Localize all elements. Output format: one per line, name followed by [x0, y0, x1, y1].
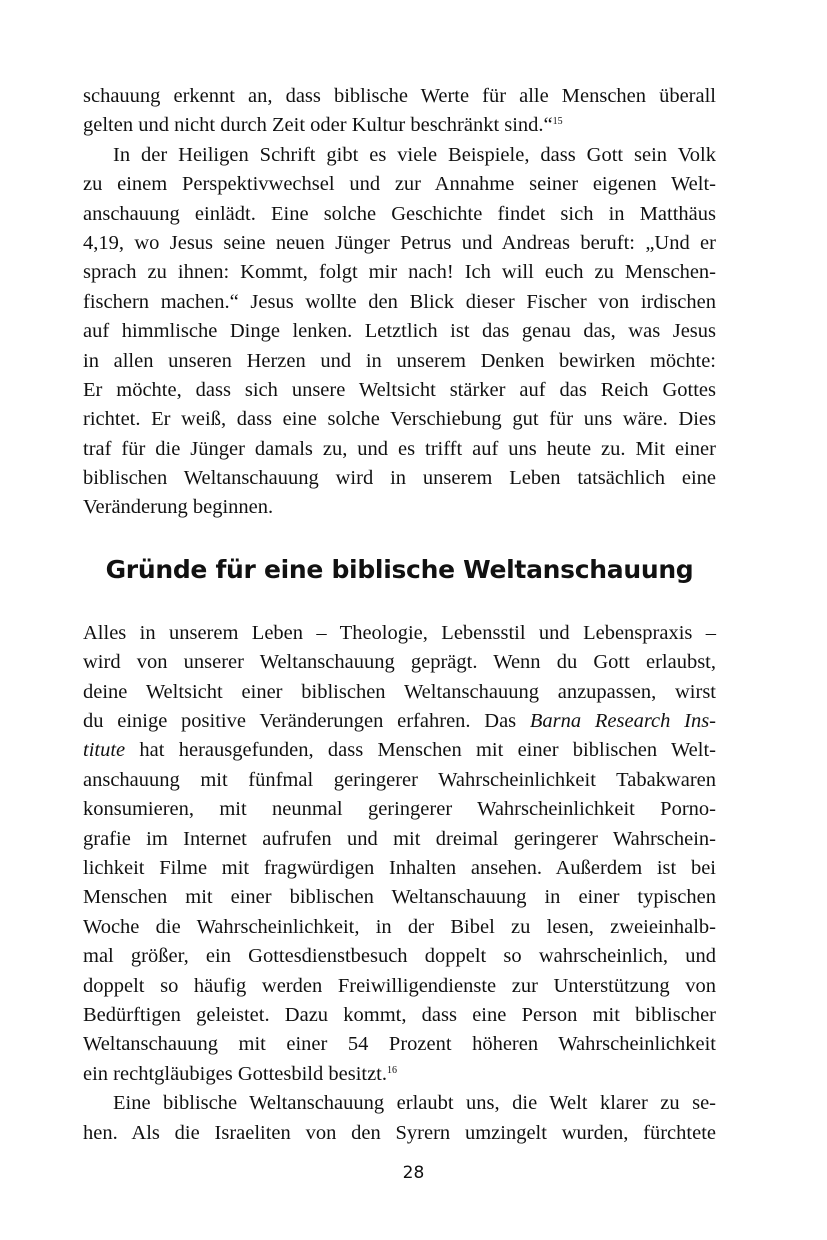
footnote-marker: 15 — [552, 116, 563, 128]
footnote-marker: 16 — [387, 1064, 398, 1076]
text-line: Veränderung beginnen. — [83, 496, 274, 519]
text-line: biblischen Weltanschauung wird in unserem Leben tatsächlich eine — [83, 467, 716, 490]
text-segment: hat herausgefunden, dass Menschen mit einer biblischen Welt- — [125, 739, 716, 762]
text-line: In der Heiligen Schrift gibt es viele Beispiele, dass Gott sein Volk — [113, 143, 716, 166]
text-line — [83, 736, 716, 765]
text-line: Eine biblische Weltanschauung erlaubt uns, die Welt klarer zu se- — [113, 1092, 716, 1115]
text-line: Weltanschauung mit einer 54 Prozent höheren Wahrscheinlichkeit — [83, 1033, 716, 1056]
paragraph-2 — [83, 141, 716, 523]
paragraph-1 — [83, 82, 716, 141]
text-line: in allen unseren Herzen und in unserem Denken bewirken möchte: — [83, 349, 716, 372]
text-line: wird von unserer Weltanschauung geprägt. Wenn du Gott erlaubst, — [83, 651, 716, 674]
paragraph-3 — [83, 619, 716, 1089]
text-line: anschauung mit fünfmal geringerer Wahrscheinlichkeit Tabakwaren — [83, 768, 716, 791]
text-line — [83, 111, 716, 140]
text-line: lichkeit Filme mit fragwürdigen Inhalten ansehen. Außerdem ist bei — [83, 856, 716, 879]
text-line: zu einem Perspektivwechsel und zur Annahme seiner eigenen Welt- — [83, 173, 716, 196]
text-line: richtet. Er weiß, dass eine solche Verschiebung gut für uns wäre. Dies — [83, 408, 716, 431]
text-line: konsumieren, mit neunmal geringerer Wahrscheinlichkeit Porno- — [83, 798, 716, 821]
text-line: fischern machen.“ Jesus wollte den Blick dieser Fischer von irdischen — [83, 290, 716, 313]
text-line: anschauung einlädt. Eine solche Geschichte findet sich in Matthäus — [83, 202, 716, 225]
text-line: deine Weltsicht einer biblischen Weltanschauung anzupassen, wirst — [83, 680, 716, 703]
text-line: Bedürftigen geleistet. Dazu kommt, dass eine Person mit biblischer — [83, 1003, 716, 1026]
text-line: auf himmlische Dinge lenken. Letztlich ist das genau das, was Jesus — [83, 320, 716, 343]
text-segment: du einige positive Veränderungen erfahren. Das — [83, 710, 530, 733]
text-line: schauung erkennt an, dass biblische Werte für alle Menschen überall — [83, 85, 716, 107]
text-line: mal größer, ein Gottesdienstbesuch doppelt so wahrscheinlich, und — [83, 945, 716, 968]
text-line-content: ein rechtgläubiges Gottesbild besitzt. — [83, 1062, 388, 1085]
text-line: Woche die Wahrscheinlichkeit, in der Bibel zu lesen, zweieinhalb- — [83, 915, 716, 938]
text-line: grafie im Internet aufrufen und mit dreimal geringerer Wahrschein- — [83, 827, 716, 850]
text-line: hen. Als die Israeliten von den Syrern umzingelt wurden, fürchtete — [83, 1121, 716, 1144]
text-line — [83, 707, 716, 736]
text-line: doppelt so häufig werden Freiwilligendienste zur Unterstützung von — [83, 974, 716, 997]
italic-institute-name: Barna Research Ins- — [529, 710, 716, 733]
text-line: Menschen mit einer biblischen Weltanschauung in einer typischen — [83, 886, 716, 909]
text-line — [83, 1060, 716, 1089]
text-line: Er möchte, dass sich unsere Weltsicht stärker auf das Reich Gottes — [83, 378, 716, 401]
section-heading: Gründe für eine biblische Weltanschauung — [105, 554, 694, 584]
text-line-content: gelten und nicht durch Zeit oder Kultur beschränkt sind.“ — [83, 114, 553, 137]
italic-institute-name: titute — [83, 739, 126, 762]
page-number: 28 — [402, 1163, 425, 1183]
book-page — [83, 82, 716, 1148]
paragraph-4 — [83, 1089, 716, 1148]
text-line: sprach zu ihnen: Kommt, folgt mir nach! Ich will euch zu Menschen- — [83, 261, 716, 284]
text-line: 4,19, wo Jesus seine neuen Jünger Petrus und Andreas beruft: „Und er — [83, 231, 716, 254]
text-line: traf für die Jünger damals zu, und es trifft auf uns heute zu. Mit einer — [83, 437, 716, 460]
text-line: Alles in unserem Leben – Theologie, Lebensstil und Lebenspraxis – — [83, 621, 716, 644]
